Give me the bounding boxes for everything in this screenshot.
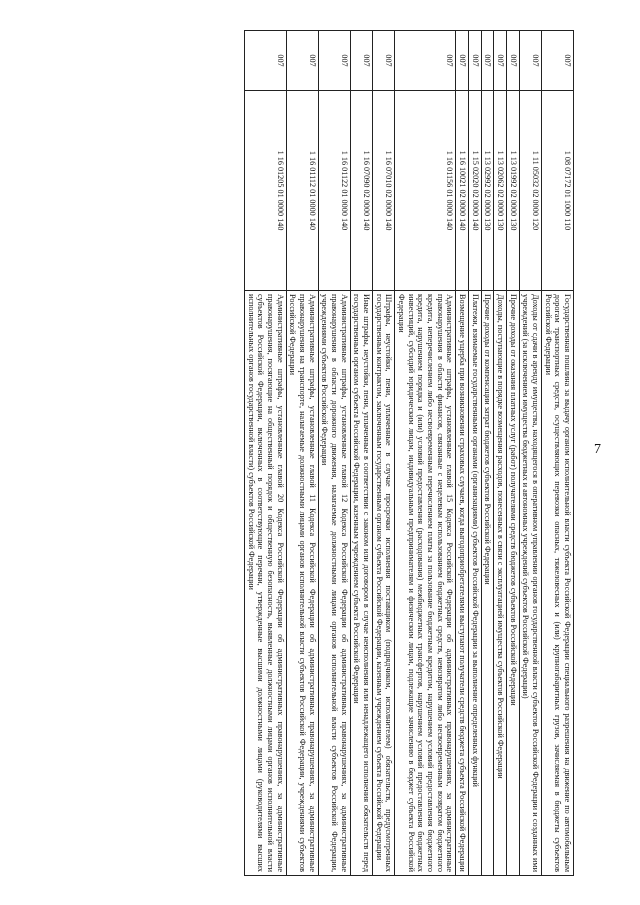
kbk-code-cell: 1 13 02062 02 0000 130 [494, 91, 507, 291]
description-cell: Иные штрафы, неустойки, пени, уплаченные в соответствии с законом или договором в случае неисполнения или ненадлежащего исполнения обязательств перед государственным органом субъекта Российской Федерации, казенным учреждением субъекта Российской Федерации [350, 291, 372, 876]
admin-code-cell: 007 [481, 31, 494, 91]
kbk-code-cell: 1 16 01112 01 0000 140 [286, 91, 318, 291]
table-row [468, 31, 481, 876]
table-row [506, 31, 519, 876]
table-row [481, 31, 494, 876]
rotated-table-area [54, 30, 574, 875]
admin-code-cell: 007 [395, 31, 456, 91]
table-row [372, 31, 394, 876]
kbk-code-cell: 1 16 07090 02 0000 140 [350, 91, 372, 291]
kbk-code-cell: 1 13 01992 02 0000 130 [506, 91, 519, 291]
kbk-code-cell: 1 15 02020 02 0000 140 [468, 91, 481, 291]
admin-code-cell: 007 [318, 31, 350, 91]
table-row [541, 31, 573, 876]
table-row [244, 31, 286, 876]
table-row [494, 31, 507, 876]
description-cell: Возмещение ущерба при возникновении страховых случаев, когда выгодоприобретателями выступают получатели средств бюджета субъекта Российской Федерации [456, 291, 469, 876]
admin-code-cell: 007 [494, 31, 507, 91]
admin-code-cell: 007 [456, 31, 469, 91]
kbk-code-cell: 1 16 01122 01 0000 140 [318, 91, 350, 291]
description-cell: Доходы от сдачи в аренду имущества, находящегося в оперативном управлении органов государственной власти субъектов Российской Федерации и созданных ими учреждений (за исключением имущества бюджетных и автономных учреждений субъектов Российской Федерации) [519, 291, 541, 876]
description-cell: Платежи, взимаемые государственными органами (организациями) субъектов Российской Федерации за выполнение определенных функций [468, 291, 481, 876]
table-row [395, 31, 456, 876]
admin-code-cell: 007 [286, 31, 318, 91]
admin-code-cell: 007 [541, 31, 573, 91]
description-cell: Прочие доходы от оказания платных услуг (работ) получателями средств бюджетов субъектов Российской Федерации [506, 291, 519, 876]
table-row [318, 31, 350, 876]
table-row [350, 31, 372, 876]
admin-code-cell: 007 [372, 31, 394, 91]
description-cell: Административные штрафы, установленные главой 15 Кодекса Российской Федерации об административных правонарушениях, за административные правонарушения в области финансов, связанные с нецелевым использованием бюджетных средств, невозвратом либо несвоевременным возвратом бюджетного кредита, неперечислением либо несвоевременным перечислением платы за пользование бюджетным кредитом, нарушением условий предоставления бюджетного кредита, нарушением порядка и (или) условий предоставления (расходования) межбюджетных трансфертов, нарушением условий предоставления бюджетных инвестиций, субсидий юридическим лицам, индивидуальным предпринимателям и физическим лицам, подлежащие зачислению в бюджет субъекта Российской Федерации [395, 291, 456, 876]
description-cell: Доходы, поступающие в порядке возмещения расходов, понесенных в связи с эксплуатацией имущества субъектов Российской Федерации [494, 291, 507, 876]
kbk-code-cell: 1 16 01156 01 0000 140 [395, 91, 456, 291]
kbk-code-cell: 1 08 07172 01 1000 110 [541, 91, 573, 291]
kbk-code-cell: 1 16 10021 02 0000 140 [456, 91, 469, 291]
kbk-code-cell: 1 11 05032 02 0000 120 [519, 91, 541, 291]
admin-code-cell: 007 [468, 31, 481, 91]
description-cell: Административные штрафы, установленные главой 12 Кодекса Российской Федерации об административных правонарушениях, за административные правонарушения в области дорожного движения, налагаемые должностными лицами органов исполнительной власти субъектов Российской Федерации, учреждениями субъектов Российской Федерации [318, 291, 350, 876]
admin-code-cell: 007 [244, 31, 286, 91]
kbk-code-cell: 1 13 02992 02 0000 130 [481, 91, 494, 291]
description-cell: Государственная пошлина за выдачу органом исполнительной власти субъекта Российской Федерации специального разрешения на движение по автомобильным дорогам транспортных средств, осуществляющих перевозки опасных, тяжеловесных и (или) крупногабаритных грузов, зачисляемая в бюджеты субъектов Российской Федерации [541, 291, 573, 876]
description-cell: Прочие доходы от компенсации затрат бюджетов субъектов Российской Федерации [481, 291, 494, 876]
description-cell: Административные штрафы, установленные главой 20 Кодекса Российской Федерации об административных правонарушениях, за административные правонарушения, посягающие на общественный порядок и общественную безопасность, выявленные должностными лицами органов исполнительной власти субъектов Российской Федерации, включенных в соответствующие перечни, утвержденные высшими должностными лицами (руководителями высших исполнительных органов государственной власти) субъектов Российской Федерации [244, 291, 286, 876]
description-cell: Штрафы, неустойки, пени, уплаченные в случае просрочки исполнения поставщиком (подрядчиком, исполнителем) обязательств, предусмотренных государственным контрактом, заключенным государственным органом субъекта Российской Федерации, казенным учреждением субъекта Российской Федерации [372, 291, 394, 876]
table-row [286, 31, 318, 876]
kbk-code-cell: 1 16 01205 01 0000 140 [244, 91, 286, 291]
table-row [519, 31, 541, 876]
admin-code-cell: 007 [519, 31, 541, 91]
table-row [456, 31, 469, 876]
admin-code-cell: 007 [350, 31, 372, 91]
description-cell: Административные штрафы, установленные главой 11 Кодекса Российской Федерации об административных правонарушениях, за административные правонарушения на транспорте, налагаемые должностными лицами органов исполнительной власти субъектов Российской Федерации, учреждениями субъектов Российской Федерации [286, 291, 318, 876]
revenue-codes-table [244, 30, 574, 876]
kbk-code-cell: 1 16 07010 02 0000 140 [372, 91, 394, 291]
page-number: 7 [594, 442, 601, 457]
admin-code-cell: 007 [506, 31, 519, 91]
